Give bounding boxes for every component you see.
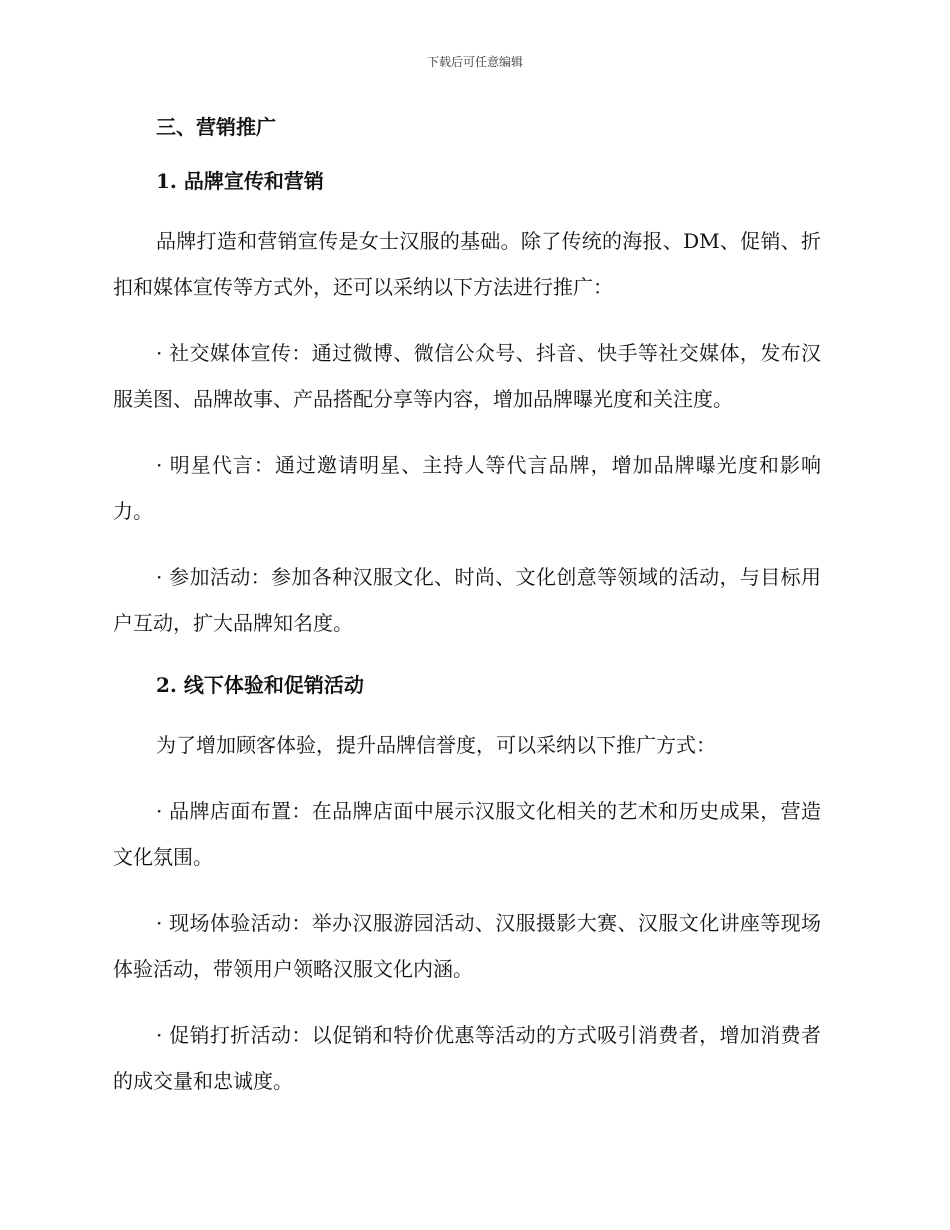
list-item-store-layout: · 品牌店面布置：在品牌店面中展示汉服文化相关的艺术和历史成果，营造文化氛围。 bbox=[113, 799, 821, 869]
paragraph-brand-intro: 品牌打造和营销宣传是女士汉服的基础。除了传统的海报、DM、促销、折扣和媒体宣传等方式外，还可以采纳以下方法进行推广： bbox=[113, 229, 821, 299]
document-body bbox=[113, 112, 821, 1104]
list-item-social-media: · 社交媒体宣传：通过微博、微信公众号、抖音、快手等社交媒体，发布汉服美图、品牌故事、产品搭配分享等内容，增加品牌曝光度和关注度。 bbox=[113, 341, 821, 411]
list-item-celebrity-endorsement: · 明星代言：通过邀请明星、主持人等代言品牌，增加品牌曝光度和影响力。 bbox=[113, 453, 821, 523]
page-header: 下载后可任意编辑 bbox=[426, 55, 523, 69]
section-title: 三、营销推广 bbox=[156, 115, 276, 139]
subsection-title-brand-marketing: 1. 品牌宣传和营销 bbox=[156, 169, 324, 193]
list-item-onsite-experience: · 现场体验活动：举办汉服游园活动、汉服摄影大赛、汉服文化讲座等现场体验活动，带领用户领略汉服文化内涵。 bbox=[113, 911, 821, 981]
paragraph-offline-intro: 为了增加顾客体验，提升品牌信誉度，可以采纳以下推广方式： bbox=[156, 733, 716, 757]
list-item-discount-promotion: · 促销打折活动：以促销和特价优惠等活动的方式吸引消费者，增加消费者的成交量和忠诚度。 bbox=[113, 1023, 821, 1093]
subsection-title-offline-promotion: 2. 线下体验和促销活动 bbox=[156, 673, 364, 697]
list-item-join-events: · 参加活动：参加各种汉服文化、时尚、文化创意等领域的活动，与目标用户互动，扩大品牌知名度。 bbox=[113, 565, 821, 635]
